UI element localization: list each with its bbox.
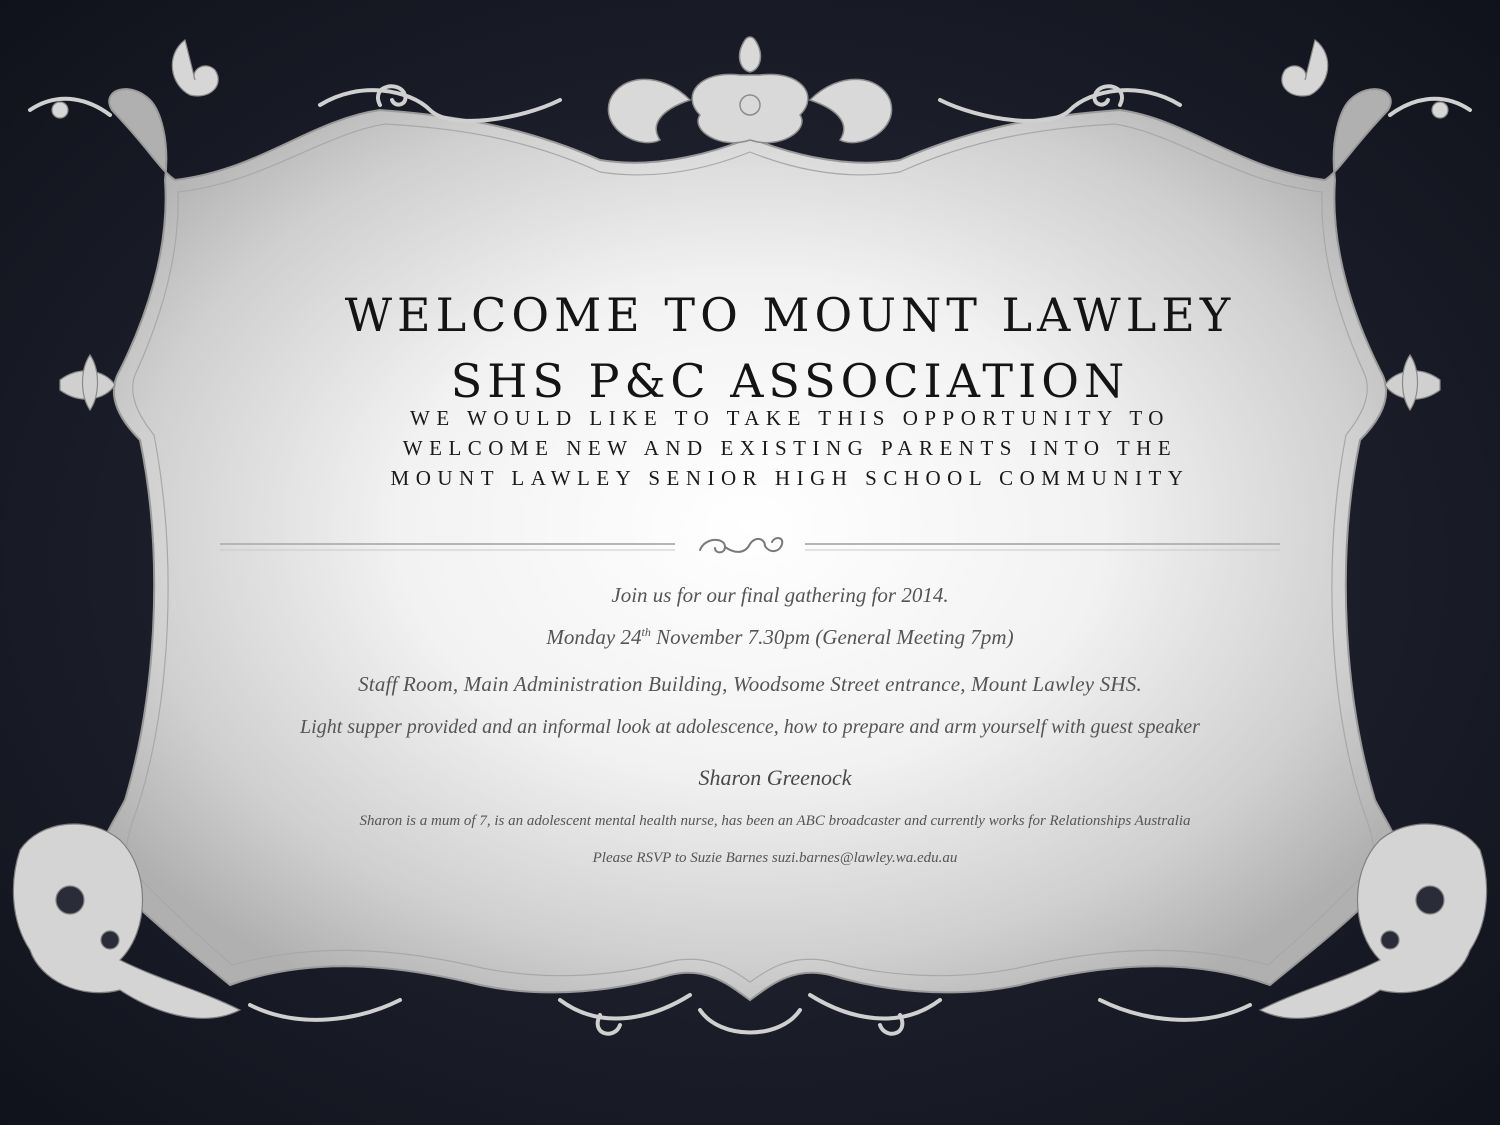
slide-title [220,282,1280,414]
title-line-1: WELCOME TO MOUNT LAWLEY [344,288,1236,342]
slide-subtitle [220,403,1280,493]
speaker-name: Sharon Greenock [698,765,852,790]
title-line-2: SHS P&C ASSOCIATION [450,354,1130,408]
flourish-icon [700,538,782,552]
subtitle-line-3: MOUNT LAWLEY SENIOR HIGH SCHOOL COMMUNITY [390,466,1190,490]
subtitle-line-1: WE WOULD LIKE TO TAKE THIS OPPORTUNITY TO [410,406,1170,430]
decorative-divider [220,532,1280,562]
date-ordinal: th [641,625,651,639]
date-prefix: Monday 24 [546,625,642,649]
subtitle-line-2: WELCOME NEW AND EXISTING PARENTS INTO THE [402,436,1178,460]
body-line-date [220,625,1280,650]
slide-content [220,0,1280,1125]
body-line-location: Staff Room, Main Administration Building, Woodsome Street entrance, Mount Lawley SHS. [358,672,1142,696]
rsvp-line: Please RSVP to Suzie Barnes suzi.barnes@lawley.wa.edu.au [592,850,958,866]
body-line-supper: Light supper provided and an informal look at adolescence, how to prepare and arm yourself with guest speaker [300,716,1200,738]
body-line-gathering: Join us for our final gathering for 2014. [611,583,949,607]
date-suffix: November 7.30pm (General Meeting 7pm) [650,625,1014,649]
speaker-bio: Sharon is a mum of 7, is an adolescent mental health nurse, has been an ABC broadcaster and currently works for Relationships Australia [359,813,1191,829]
